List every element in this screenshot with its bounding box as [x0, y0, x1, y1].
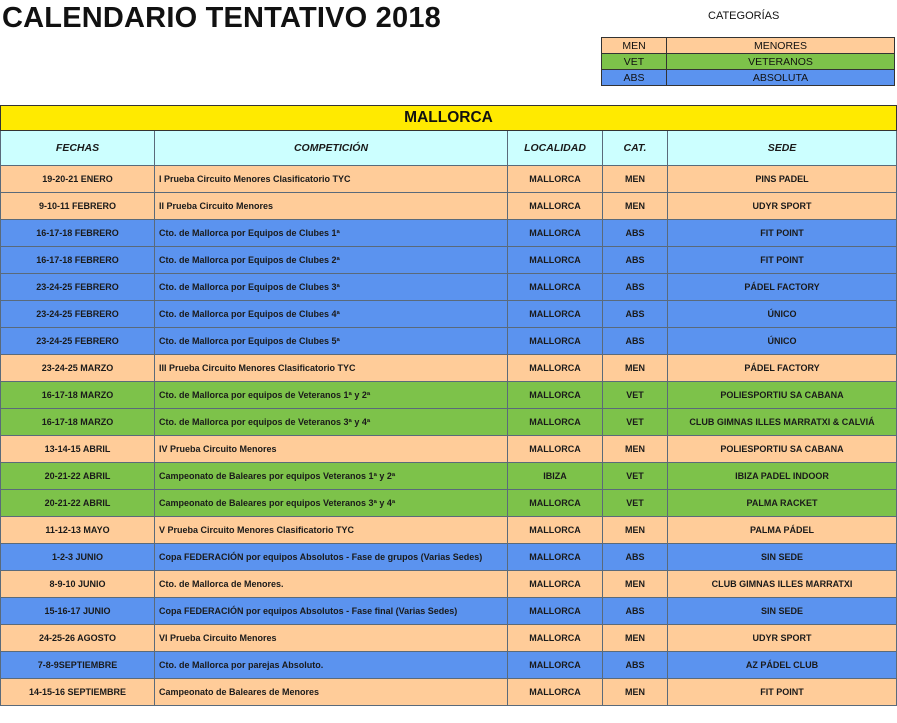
venue-cell: AZ PÁDEL CLUB: [668, 652, 897, 679]
location-cell: MALLORCA: [508, 625, 603, 652]
date-cell: 16-17-18 MARZO: [1, 382, 155, 409]
venue-cell: PÁDEL FACTORY: [668, 355, 897, 382]
date-cell: 16-17-18 FEBRERO: [1, 247, 155, 274]
date-cell: 24-25-26 AGOSTO: [1, 625, 155, 652]
venue-cell: POLIESPORTIU SA CABANA: [668, 436, 897, 463]
competition-cell: Cto. de Mallorca de Menores.: [155, 571, 508, 598]
competition-cell: IV Prueba Circuito Menores: [155, 436, 508, 463]
category-cell: MEN: [603, 517, 668, 544]
category-cell: VET: [603, 463, 668, 490]
competition-cell: Cto. de Mallorca por equipos de Veteranos 3ª y 4ª: [155, 409, 508, 436]
date-cell: 23-24-25 FEBRERO: [1, 274, 155, 301]
category-cell: ABS: [603, 544, 668, 571]
competition-cell: Cto. de Mallorca por Equipos de Clubes 3ª: [155, 274, 508, 301]
competition-cell: Copa FEDERACIÓN por equipos Absolutos - Fase de grupos (Varias Sedes): [155, 544, 508, 571]
date-cell: 8-9-10 JUNIO: [1, 571, 155, 598]
column-header: CAT.: [603, 131, 668, 166]
table-row: [1, 247, 897, 274]
location-cell: MALLORCA: [508, 382, 603, 409]
location-cell: MALLORCA: [508, 166, 603, 193]
location-cell: MALLORCA: [508, 301, 603, 328]
table-row: [1, 301, 897, 328]
category-cell: ABS: [603, 247, 668, 274]
category-cell: MEN: [603, 166, 668, 193]
category-cell: ABS: [603, 652, 668, 679]
table-row: [1, 382, 897, 409]
legend-code: VET: [602, 54, 667, 70]
table-row: [1, 436, 897, 463]
venue-cell: FIT POINT: [668, 679, 897, 706]
table-row: [1, 625, 897, 652]
venue-cell: SIN SEDE: [668, 544, 897, 571]
competition-cell: Cto. de Mallorca por equipos de Veteranos 1ª y 2ª: [155, 382, 508, 409]
venue-cell: CLUB GIMNAS ILLES MARRATXI & CALVIÁ: [668, 409, 897, 436]
region-header: MALLORCA: [1, 106, 897, 131]
competition-cell: Cto. de Mallorca por Equipos de Clubes 4ª: [155, 301, 508, 328]
category-cell: MEN: [603, 571, 668, 598]
category-cell: VET: [603, 490, 668, 517]
category-cell: MEN: [603, 625, 668, 652]
venue-cell: PALMA RACKET: [668, 490, 897, 517]
competition-cell: Cto. de Mallorca por Equipos de Clubes 5ª: [155, 328, 508, 355]
competition-cell: III Prueba Circuito Menores Clasificatorio TYC: [155, 355, 508, 382]
competition-cell: Cto. de Mallorca por parejas Absoluto.: [155, 652, 508, 679]
category-cell: MEN: [603, 436, 668, 463]
date-cell: 1-2-3 JUNIO: [1, 544, 155, 571]
legend-label: VETERANOS: [667, 54, 895, 70]
competition-cell: Cto. de Mallorca por Equipos de Clubes 1ª: [155, 220, 508, 247]
location-cell: MALLORCA: [508, 436, 603, 463]
category-cell: MEN: [603, 193, 668, 220]
page-title: CALENDARIO TENTATIVO 2018: [2, 2, 441, 34]
location-cell: MALLORCA: [508, 193, 603, 220]
legend-label: MENORES: [667, 38, 895, 54]
competition-cell: V Prueba Circuito Menores Clasificatorio TYC: [155, 517, 508, 544]
table-row: [1, 544, 897, 571]
calendar-table: [0, 105, 897, 706]
venue-cell: CLUB GIMNAS ILLES MARRATXI: [668, 571, 897, 598]
competition-cell: Cto. de Mallorca por Equipos de Clubes 2ª: [155, 247, 508, 274]
table-row: [1, 679, 897, 706]
competition-cell: Copa FEDERACIÓN por equipos Absolutos - Fase final (Varias Sedes): [155, 598, 508, 625]
location-cell: MALLORCA: [508, 328, 603, 355]
venue-cell: PALMA PÁDEL: [668, 517, 897, 544]
legend-label: ABSOLUTA: [667, 70, 895, 86]
competition-cell: Campeonato de Baleares por equipos Veteranos 3ª y 4ª: [155, 490, 508, 517]
table-row: [1, 571, 897, 598]
competition-cell: VI Prueba Circuito Menores: [155, 625, 508, 652]
date-cell: 23-24-25 MARZO: [1, 355, 155, 382]
location-cell: IBIZA: [508, 463, 603, 490]
location-cell: MALLORCA: [508, 571, 603, 598]
column-header: LOCALIDAD: [508, 131, 603, 166]
venue-cell: PÁDEL FACTORY: [668, 274, 897, 301]
venue-cell: ÚNICO: [668, 328, 897, 355]
category-cell: ABS: [603, 274, 668, 301]
venue-cell: UDYR SPORT: [668, 625, 897, 652]
date-cell: 20-21-22 ABRIL: [1, 490, 155, 517]
competition-cell: II Prueba Circuito Menores: [155, 193, 508, 220]
date-cell: 14-15-16 SEPTIEMBRE: [1, 679, 155, 706]
venue-cell: FIT POINT: [668, 220, 897, 247]
categories-legend: [601, 37, 895, 86]
legend-row-vet: [602, 54, 895, 70]
column-header: SEDE: [668, 131, 897, 166]
date-cell: 23-24-25 FEBRERO: [1, 328, 155, 355]
table-row: [1, 355, 897, 382]
competition-cell: Campeonato de Baleares por equipos Veteranos 1ª y 2ª: [155, 463, 508, 490]
categories-title: CATEGORÍAS: [708, 10, 780, 22]
category-cell: ABS: [603, 301, 668, 328]
category-cell: MEN: [603, 355, 668, 382]
venue-cell: POLIESPORTIU SA CABANA: [668, 382, 897, 409]
category-cell: VET: [603, 382, 668, 409]
table-row: [1, 463, 897, 490]
date-cell: 9-10-11 FEBRERO: [1, 193, 155, 220]
location-cell: MALLORCA: [508, 544, 603, 571]
category-cell: VET: [603, 409, 668, 436]
category-cell: ABS: [603, 328, 668, 355]
column-header: COMPETICIÓN: [155, 131, 508, 166]
location-cell: MALLORCA: [508, 274, 603, 301]
category-cell: ABS: [603, 598, 668, 625]
table-row: [1, 409, 897, 436]
location-cell: MALLORCA: [508, 652, 603, 679]
date-cell: 11-12-13 MAYO: [1, 517, 155, 544]
date-cell: 15-16-17 JUNIO: [1, 598, 155, 625]
table-row: [1, 652, 897, 679]
legend-code: MEN: [602, 38, 667, 54]
location-cell: MALLORCA: [508, 679, 603, 706]
table-row: [1, 517, 897, 544]
venue-cell: IBIZA PADEL INDOOR: [668, 463, 897, 490]
legend-code: ABS: [602, 70, 667, 86]
competition-cell: Campeonato de Baleares de Menores: [155, 679, 508, 706]
venue-cell: SIN SEDE: [668, 598, 897, 625]
date-cell: 19-20-21 ENERO: [1, 166, 155, 193]
location-cell: MALLORCA: [508, 409, 603, 436]
date-cell: 7-8-9SEPTIEMBRE: [1, 652, 155, 679]
venue-cell: FIT POINT: [668, 247, 897, 274]
date-cell: 16-17-18 MARZO: [1, 409, 155, 436]
venue-cell: ÚNICO: [668, 301, 897, 328]
legend-row-men: [602, 38, 895, 54]
table-row: [1, 328, 897, 355]
table-row: [1, 166, 897, 193]
table-row: [1, 598, 897, 625]
category-cell: MEN: [603, 679, 668, 706]
table-row: [1, 220, 897, 247]
date-cell: 16-17-18 FEBRERO: [1, 220, 155, 247]
category-cell: ABS: [603, 220, 668, 247]
column-header: FECHAS: [1, 131, 155, 166]
location-cell: MALLORCA: [508, 517, 603, 544]
location-cell: MALLORCA: [508, 598, 603, 625]
date-cell: 20-21-22 ABRIL: [1, 463, 155, 490]
table-row: [1, 193, 897, 220]
date-cell: 23-24-25 FEBRERO: [1, 301, 155, 328]
location-cell: MALLORCA: [508, 220, 603, 247]
legend-row-abs: [602, 70, 895, 86]
location-cell: MALLORCA: [508, 247, 603, 274]
venue-cell: UDYR SPORT: [668, 193, 897, 220]
table-row: [1, 274, 897, 301]
table-row: [1, 490, 897, 517]
venue-cell: PINS PADEL: [668, 166, 897, 193]
location-cell: MALLORCA: [508, 490, 603, 517]
location-cell: MALLORCA: [508, 355, 603, 382]
date-cell: 13-14-15 ABRIL: [1, 436, 155, 463]
competition-cell: I Prueba Circuito Menores Clasificatorio TYC: [155, 166, 508, 193]
